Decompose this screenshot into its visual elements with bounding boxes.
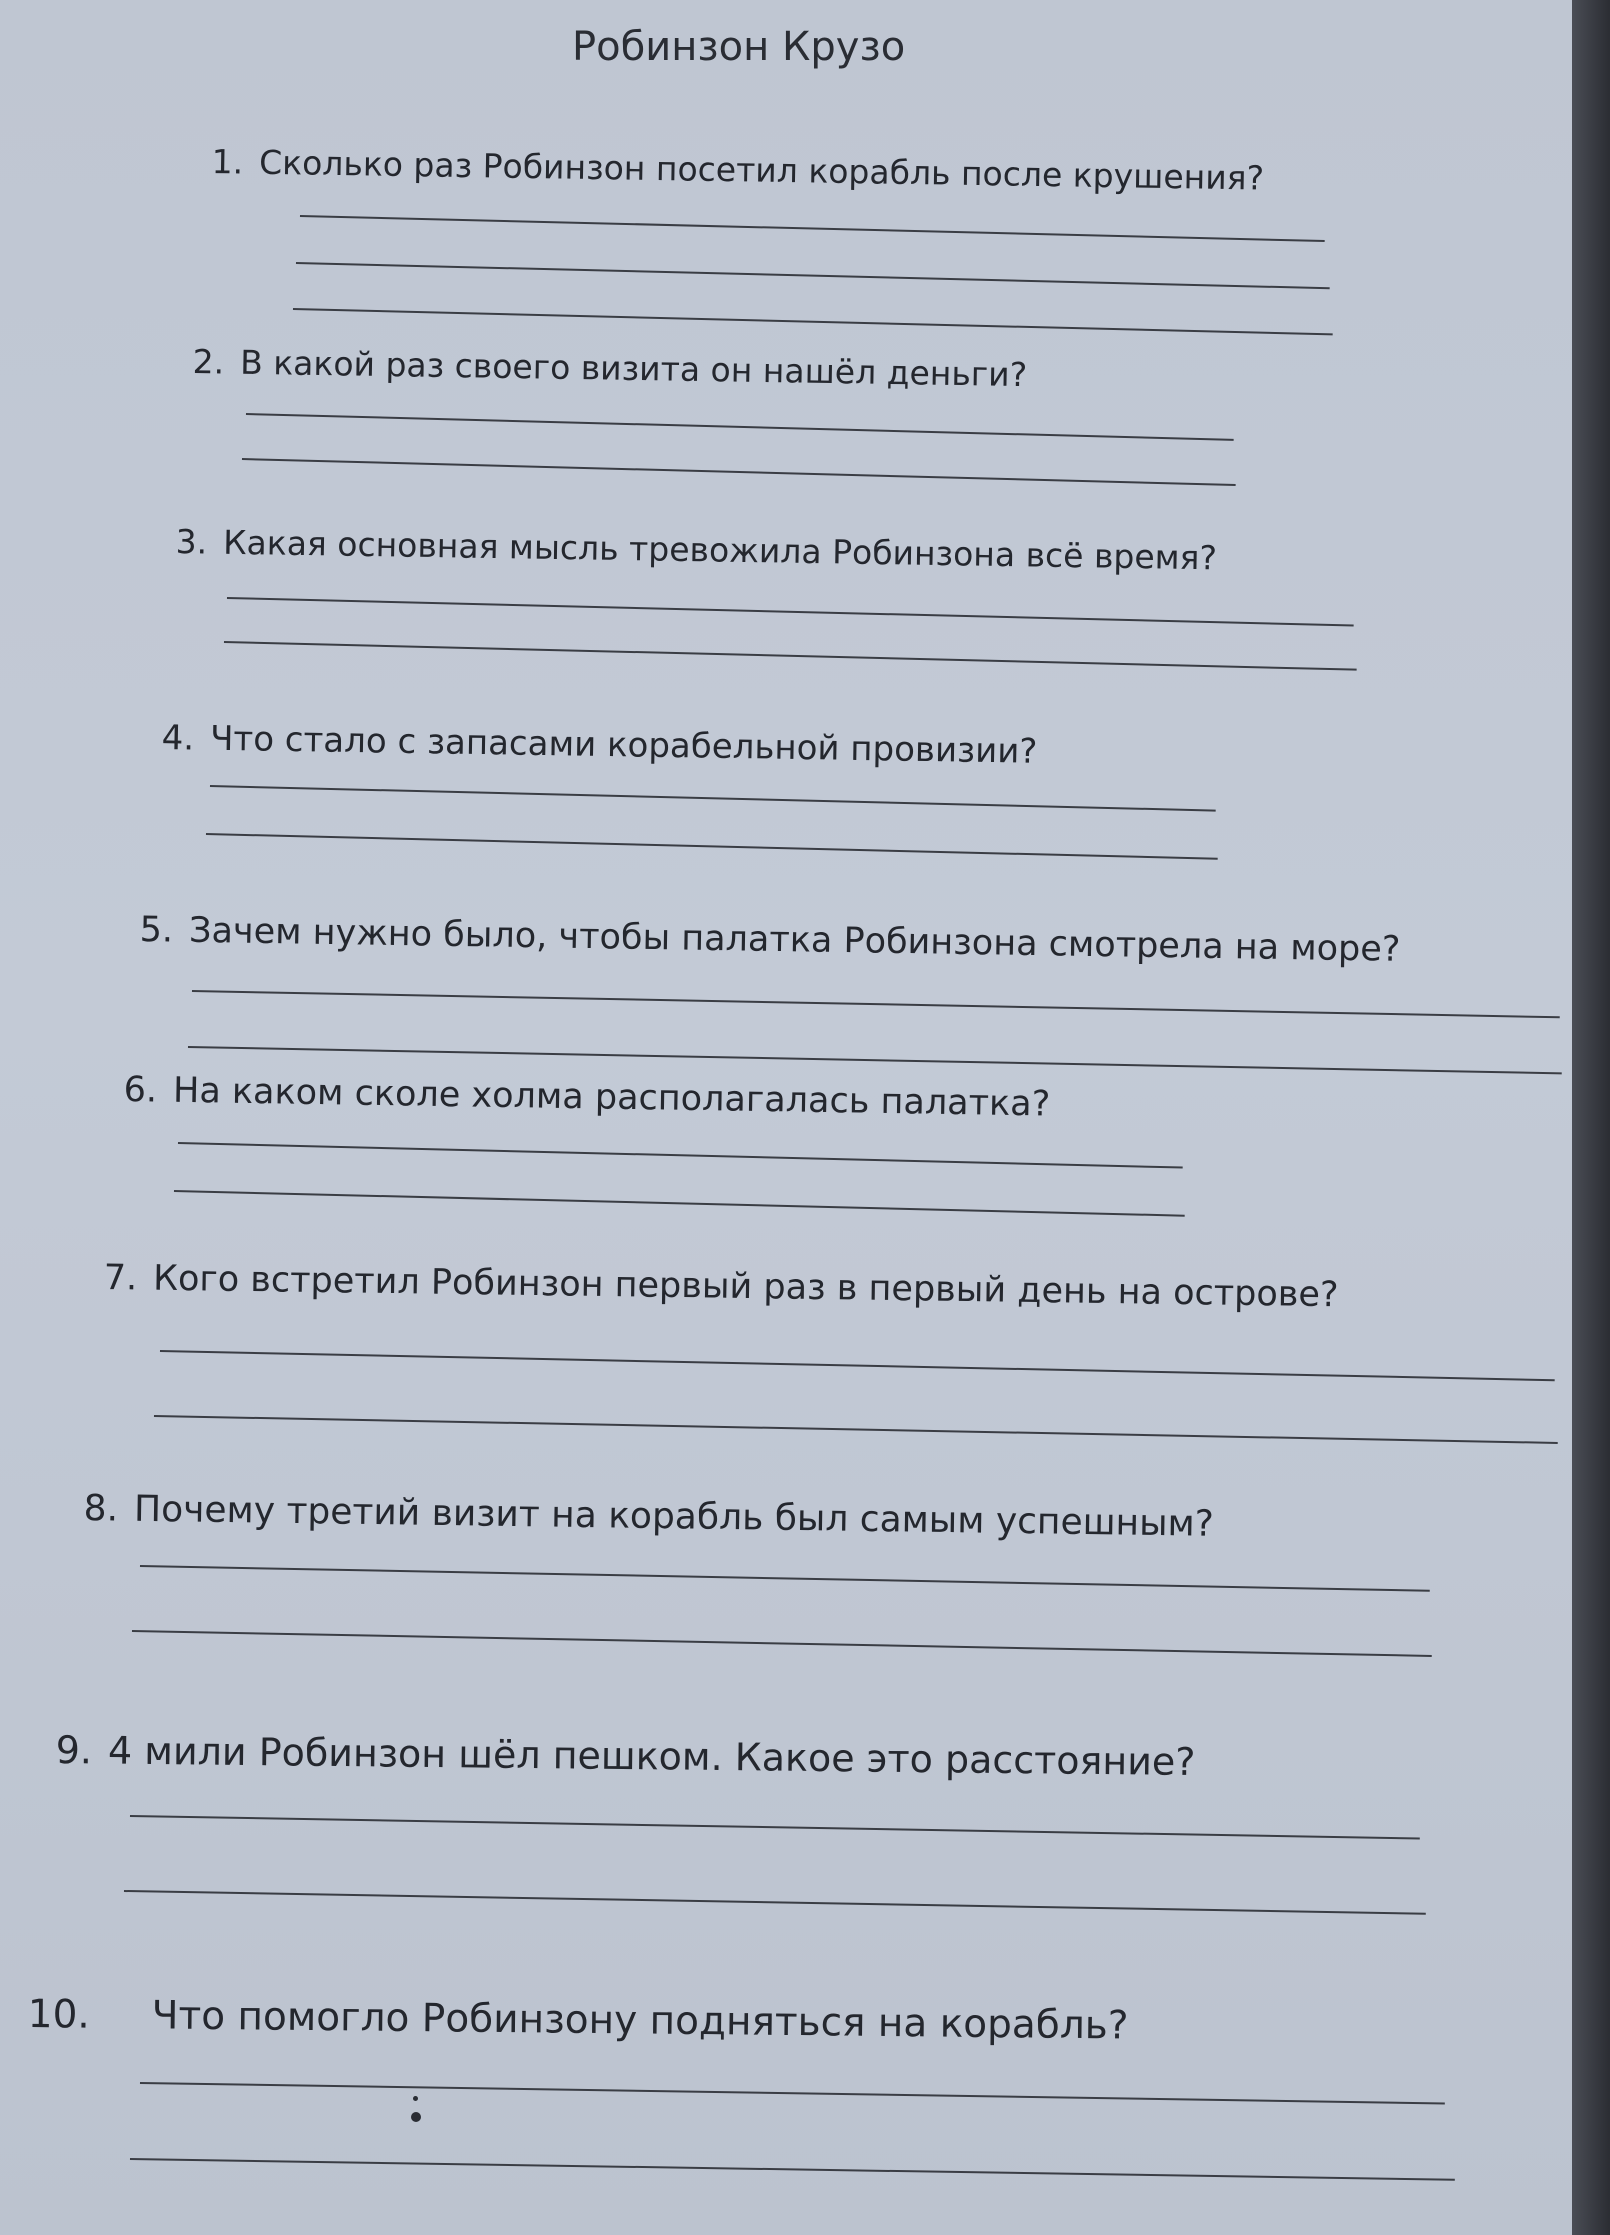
answer-line[interactable]: [242, 458, 1236, 486]
question-5: [139, 910, 1400, 970]
answer-line[interactable]: [224, 641, 1357, 671]
page-edge-shadow: [1572, 0, 1610, 2235]
ink-dot: [413, 2096, 418, 2101]
question-text: Какая основная мысль тревожила Робинзона всё время?: [222, 522, 1218, 578]
question-1: [211, 142, 1264, 198]
question-number: 7.: [103, 1258, 138, 1299]
answer-line[interactable]: [206, 833, 1218, 860]
question-3: [175, 522, 1217, 577]
question-number: 10.: [27, 1992, 91, 2038]
question-8: [83, 1488, 1214, 1545]
question-number: 2.: [192, 342, 225, 382]
question-number: 3.: [175, 522, 208, 562]
ink-dot: [411, 2112, 421, 2122]
question-number: 4.: [161, 718, 195, 759]
answer-line[interactable]: [300, 215, 1325, 242]
question-6: [123, 1070, 1050, 1125]
question-4: [161, 718, 1037, 772]
question-2: [192, 342, 1027, 394]
answer-line[interactable]: [188, 1046, 1562, 1074]
question-text: Сколько раз Робинзон посетил корабль после крушения?: [258, 142, 1265, 198]
question-number: 9.: [55, 1728, 93, 1773]
answer-line[interactable]: [293, 308, 1333, 335]
question-9: [56, 1728, 1196, 1784]
answer-line[interactable]: [227, 597, 1354, 627]
question-text: 4 мили Робинзон шёл пешком. Какое это расстояние?: [107, 1728, 1196, 1784]
question-10: [28, 1992, 1129, 2049]
answer-line[interactable]: [140, 1565, 1430, 1592]
page-title: Робинзон Крузо: [572, 24, 906, 70]
question-text: Что стало с запасами корабельной провизии?: [209, 718, 1038, 772]
question-text: Зачем нужно было, чтобы палатка Робинзона смотрела на море?: [188, 910, 1401, 970]
question-text: Почему третий визит на корабль был самым успешным?: [133, 1488, 1215, 1545]
question-number: 8.: [83, 1488, 119, 1530]
answer-line[interactable]: [160, 1350, 1555, 1381]
question-text: На каком сколе холма располагалась палатка?: [172, 1070, 1051, 1125]
question-number: 6.: [123, 1070, 158, 1111]
answer-line[interactable]: [154, 1415, 1558, 1444]
question-text: Что помогло Робинзону подняться на корабль?: [151, 1993, 1129, 2049]
answer-line[interactable]: [174, 1190, 1185, 1217]
question-text: Кого встретил Робинзон первый раз в первый день на острове?: [152, 1258, 1339, 1316]
question-number: 1.: [211, 142, 244, 182]
question-text: В какой раз своего визита он нашёл деньги?: [239, 342, 1028, 395]
answer-line[interactable]: [140, 2082, 1445, 2104]
answer-line[interactable]: [124, 1890, 1426, 1915]
answer-line[interactable]: [178, 1142, 1183, 1169]
answer-line[interactable]: [210, 785, 1216, 812]
answer-line[interactable]: [192, 990, 1560, 1018]
question-number: 5.: [139, 910, 174, 951]
answer-line[interactable]: [246, 413, 1234, 441]
question-7: [103, 1258, 1338, 1315]
answer-line[interactable]: [130, 2158, 1455, 2181]
answer-line[interactable]: [296, 262, 1330, 289]
answer-line[interactable]: [130, 1815, 1420, 1840]
answer-line[interactable]: [132, 1630, 1432, 1657]
